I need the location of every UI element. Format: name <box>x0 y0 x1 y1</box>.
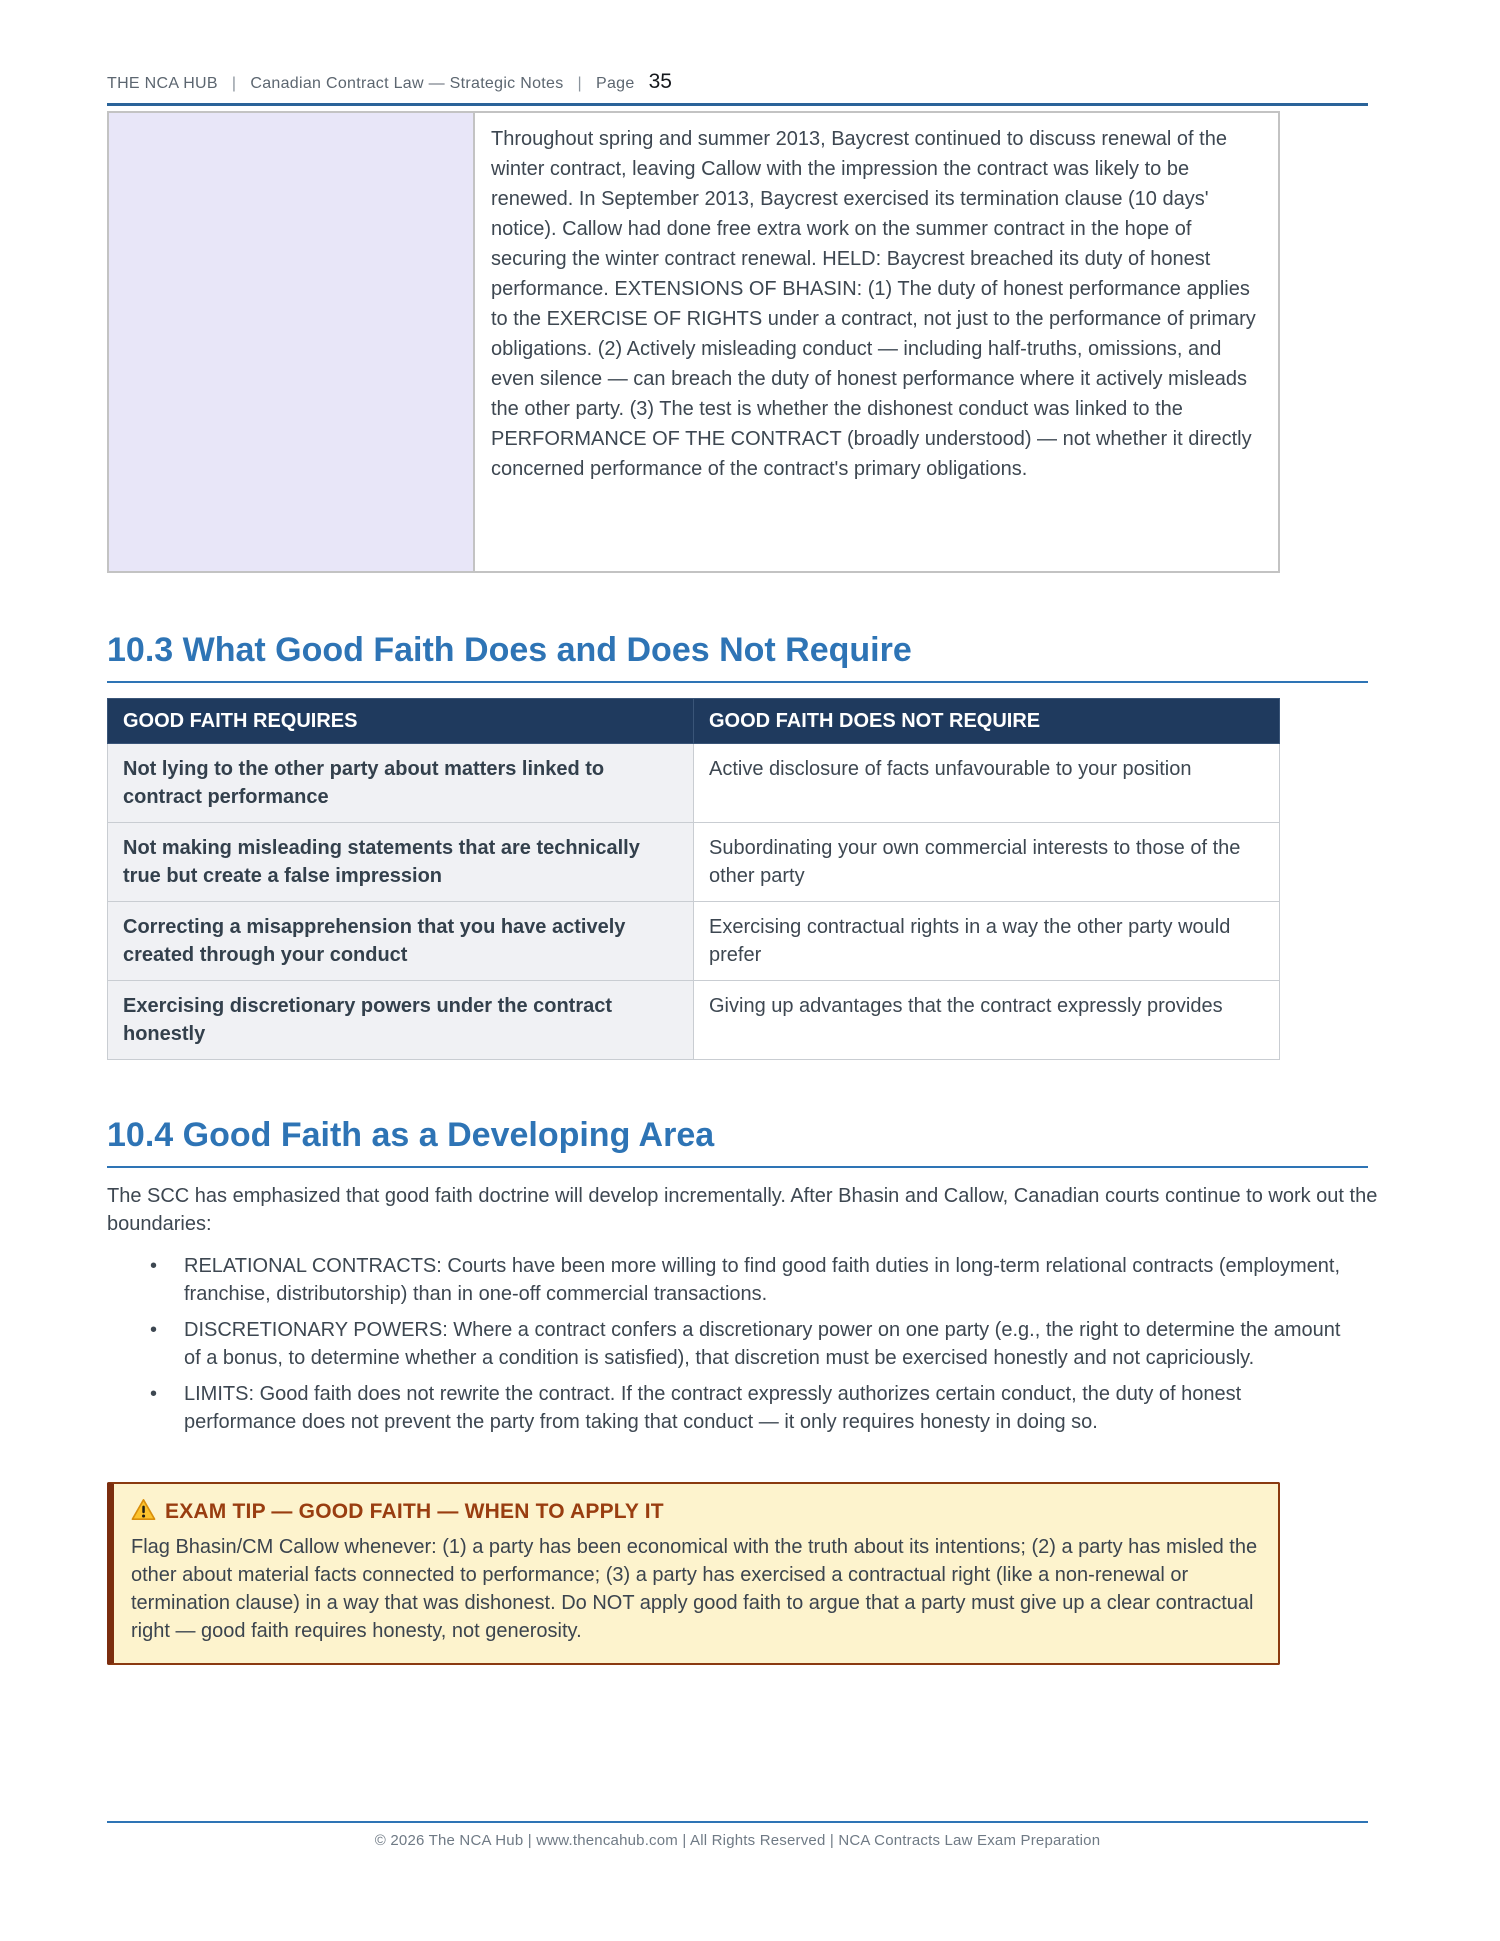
header-doc-title: Canadian Contract Law — Strategic Notes <box>250 75 564 92</box>
table-row <box>108 823 1280 902</box>
page-header <box>107 70 1393 94</box>
section-title-10-3: 10.3 What Good Faith Does and Does Not Require <box>107 631 912 669</box>
page-footer <box>107 1821 1368 1849</box>
bullet-list <box>107 1252 1350 1436</box>
header-brand: THE NCA HUB <box>107 75 218 92</box>
header-rule <box>107 103 1368 106</box>
table-header-row <box>108 699 1280 744</box>
column-header-does-not-require: GOOD FAITH DOES NOT REQUIRE <box>694 699 1280 744</box>
case-table-body-cell: Throughout spring and summer 2013, Baycrest continued to discuss renewal of the winter contract, leaving Callow with the impression the contract was likely to be renewed. In September 2013, Baycrest exercised its termination clause (10 days' notice). Callow had done free extra work on the summer contract in the hope of securing the winter contract renewal. HELD: Baycrest breached its duty of honest performance. EXTENSIONS OF BHASIN: (1) The duty of honest performance applies to the EXERCISE OF RIGHTS under a contract, not just to the performance of primary obligations. (2) Actively misleading conduct — including half-truths, omissions, and even silence — can breach the duty of honest performance where it actively misleads the other party. (3) The test is whether the dishonest conduct was linked to the PERFORMANCE OF THE CONTRACT (broadly understood) — not whether it directly concerned performance of the contract's primary obligations. <box>491 128 1256 480</box>
list-item <box>150 1316 1350 1372</box>
case-table-left-cell <box>109 113 475 571</box>
header-page-label: Page <box>596 75 635 92</box>
section-intro-paragraph: The SCC has emphasized that good faith doctrine will develop incrementally. After Bhasin and Callow, Canadian courts continue to work out the boundaries: <box>107 1185 1378 1235</box>
warning-triangle-icon <box>131 1498 156 1526</box>
good-faith-table <box>107 698 1280 1060</box>
not-require-cell: Subordinating your own commercial interests to those of the other party <box>694 823 1280 902</box>
bullet-icon: • <box>150 1319 158 1341</box>
exam-tip-callout <box>107 1482 1280 1665</box>
footer-rule <box>107 1821 1368 1823</box>
header-separator: | <box>231 75 237 92</box>
bullet-icon: • <box>150 1255 158 1277</box>
table-row <box>108 902 1280 981</box>
bullet-icon: • <box>150 1383 158 1405</box>
requires-cell: Not lying to the other party about matters linked to contract performance <box>108 744 694 823</box>
section-rule <box>107 681 1368 683</box>
footer-text: © 2026 The NCA Hub | www.thencahub.com | All Rights Reserved | NCA Contracts Law Exam Preparation <box>374 1832 1101 1849</box>
list-item <box>150 1252 1350 1308</box>
requires-cell: Not making misleading statements that are technically true but create a false impression <box>108 823 694 902</box>
exam-tip-title-row <box>131 1498 1258 1526</box>
column-header-requires: GOOD FAITH REQUIRES <box>108 699 694 744</box>
list-item-text: LIMITS: Good faith does not rewrite the contract. If the contract expressly authorizes certain conduct, the duty of honest performance does not prevent the party from taking that conduct — it only requires honesty in doing so. <box>184 1383 1242 1433</box>
not-require-cell: Exercising contractual rights in a way the other party would prefer <box>694 902 1280 981</box>
list-item-text: DISCRETIONARY POWERS: Where a contract confers a discretionary power on one party (e.g., the right to determine the amount of a bonus, to determine whether a condition is satisfied), that discretion must be exercised honestly and not capriciously. <box>184 1319 1341 1369</box>
list-item-text: RELATIONAL CONTRACTS: Courts have been more willing to find good faith duties in long-term relational contracts (employment, franchise, distributorship) than in one-off commercial transactions. <box>184 1255 1341 1305</box>
section-title-10-4: 10.4 Good Faith as a Developing Area <box>107 1116 715 1154</box>
not-require-cell: Giving up advantages that the contract expressly provides <box>694 981 1280 1060</box>
requires-cell: Correcting a misapprehension that you have actively created through your conduct <box>108 902 694 981</box>
exam-tip-body: Flag Bhasin/CM Callow whenever: (1) a party has been economical with the truth about its intentions; (2) a party has misled the other about material facts connected to performance; (3) a party has exercised a contractual right (like a non-renewal or termination clause) in a way that was dishonest. Do NOT apply good faith to argue that a party must give up a clear contractual right — good faith requires honesty, not generosity. <box>131 1536 1258 1642</box>
header-page-number: 35 <box>648 70 672 93</box>
not-require-cell: Active disclosure of facts unfavourable to your position <box>694 744 1280 823</box>
list-item <box>150 1380 1350 1436</box>
section-rule <box>107 1166 1368 1168</box>
table-row <box>108 981 1280 1060</box>
header-separator: | <box>577 75 582 92</box>
requires-cell: Exercising discretionary powers under the contract honestly <box>108 981 694 1060</box>
case-continuation-table <box>107 111 1280 573</box>
table-row <box>108 744 1280 823</box>
exam-tip-title: EXAM TIP — GOOD FAITH — WHEN TO APPLY IT <box>165 1500 664 1523</box>
